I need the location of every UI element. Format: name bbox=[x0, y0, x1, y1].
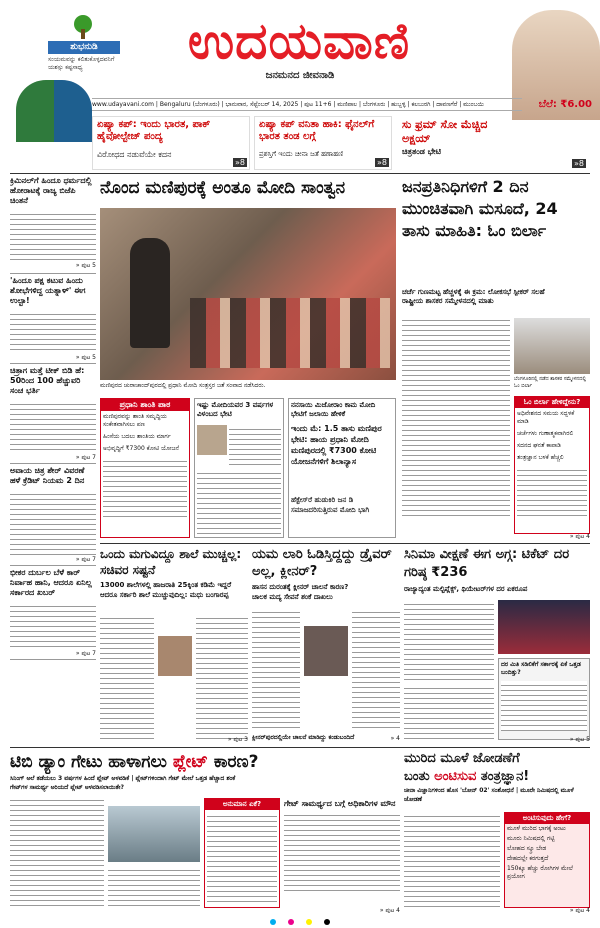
cinema-sub: ರಾಜ್ಯಾದ್ಯಂತ ಮಲ್ಟಿಪ್ಲೆಕ್ಸ್, ಥಿಯೇಟರ್‌ಗಳ ದರ ಏಕರೂಪ bbox=[404, 585, 528, 593]
brief-head: 'ಹಿಂದೂ ಪಕ್ಷ ಕಟುವ ಹಿಂದು ಶೋಭೆಗಳಿದ್ದ ಯತ್ನಾಳ್' ಈಗ ಉಲ್ಟಾ! bbox=[10, 276, 86, 305]
right-lead-headline: ಜನಪ್ರತಿನಿಧಿಗಳಿಗೆ 2 ದಿನ ಮುಂಚಿತವಾಗಿ ಮಸೂದೆ, 24 ತಾಸು ಮಾಹಿತಿ: ಓಂ ಬಿರ್ಲಾ bbox=[402, 177, 558, 240]
box-text-2 bbox=[197, 469, 281, 535]
bone-headline-b: ಬಂತು bbox=[404, 769, 435, 784]
registration-marks bbox=[0, 916, 600, 928]
doubt-box bbox=[204, 798, 280, 908]
brief-4[interactable] bbox=[10, 466, 96, 566]
box-item-3: ಲೋಹದ ಸ್ಕ್ರೂ ಬೇಡ bbox=[507, 845, 547, 852]
teaser-hockey[interactable] bbox=[254, 116, 392, 170]
school-sub: 13000 ಶಾಲೆಗಳಲ್ಲಿ ಹಾಜರಾತಿ 25ಕ್ಕಿಂತ ಕಡಿಮೆ ಇದ್ದರೆ ಆದರೂ ಸರ್ಕಾರಿ ಶಾಲೆ ಮುಚ್ಚುವುದಿಲ್ಲ: ಮಧು ಬಂಗಾರಪ್ಪ bbox=[100, 581, 232, 599]
box-item-1: ಮೂಳೆ ಮುರಿದ ಭಾಗಕ್ಕೆ ಅಂಟು bbox=[507, 825, 566, 832]
editions: ಮಣಿಪಾಲ | ಬೆಂಗಳೂರು | ಹುಬ್ಬಳ್ಳಿ | ಕಲಬುರಗಿ | ದಾವಣಗೆರೆ | ಮುಂಬಯಿ bbox=[337, 101, 484, 108]
brief-text bbox=[10, 210, 96, 262]
brief-text bbox=[10, 310, 96, 354]
box-item-2: ಹಿಂಸೆಯ ಬದಲು ಶಾಂತಿಯ ಮಾರ್ಗ bbox=[103, 433, 171, 440]
right-lead-sub2: ರಾಷ್ಟ್ರೀಯ ಶಾಸಕರ ಸಮ್ಮೇಳನದಲ್ಲಿ ಮಾತು bbox=[402, 297, 494, 305]
box-title: ಪ್ರಧಾನಿ ಶಾಂತಿ ಪಾಠ bbox=[101, 399, 189, 411]
right-lead-text bbox=[402, 316, 510, 516]
page-count: ಪುಟ 11+6 bbox=[304, 101, 332, 108]
cinema-ref: » ಪುಟ 5 bbox=[569, 736, 590, 743]
box-text bbox=[284, 811, 400, 891]
lead-headline: ನೊಂದ ಮಣಿಪುರಕ್ಕೆ ಅಂತೂ ಮೋದಿ ಸಾಂತ್ವನ bbox=[100, 178, 346, 198]
lorry-story[interactable] bbox=[252, 546, 400, 744]
lorry-photo bbox=[304, 626, 348, 676]
brief-1[interactable] bbox=[10, 176, 96, 274]
cinema-text-2 bbox=[404, 684, 494, 740]
city: Bengaluru (ಬೆಂಗಳೂರು) bbox=[159, 101, 220, 108]
brief-head: ಕ್ರಿಮಿನಲ್‌ಗೆ ಹಿಂದೂ ಧರ್ಮದಲ್ಲಿ ಹೋರಾಟಕ್ಕೆ ರಾಜ್ಯ ಬಿಜೆಪಿ ಚಿಂತನೆ bbox=[10, 176, 92, 205]
lorry-ref: » 4 bbox=[390, 735, 400, 742]
dam-headline-c: ಕಾರಣ? bbox=[207, 752, 259, 772]
badge-text: ಸಂಯಮವನ್ನು ಕಲಿತುಕೊಳ್ಳದವನಿಗೆ ಯಶಸ್ಸು ಕಷ್ಟಸಾಧ್ಯ bbox=[48, 56, 115, 71]
dam-headline-b: ಪ್ಲೇಟ್ bbox=[172, 752, 208, 772]
right-lead-caption: ಬೆಂಗಳೂರಿನಲ್ಲಿ ನಡೆದ ಶಾಸಕರ ಸಮ್ಮೇಳನದಲ್ಲಿ ಓಂ ಬಿರ್ಲಾ bbox=[514, 376, 587, 389]
box-title: ಇಷ್ಟು ಮೋದಿಯವರ 3 ವರ್ಷಗಳ ವಿಳಂಬದ ಭೇಟಿ bbox=[197, 401, 274, 418]
lead-caption: ಮಣಿಪುರದ ಚುರಾಚಾಂದ್‌ಪುರದಲ್ಲಿ ಪ್ರಧಾನಿ ಮೋದಿ ಸಂತ್ರಸ್ತರ ಜತೆ ಸಂವಾದ ನಡೆಸಿದರು. bbox=[100, 382, 266, 389]
box-item-4: ತಂತ್ರಜ್ಞಾನ ಬಳಕೆ ಹೆಚ್ಚಲಿ bbox=[517, 454, 564, 461]
masthead-tagline: ಜನಮನದ ಜೀವನಾಡಿ bbox=[265, 70, 335, 81]
bone-headline-d: ತಂತ್ರಜ್ಞಾನ! bbox=[476, 769, 530, 784]
theatre-photo bbox=[498, 600, 590, 654]
masthead-divider bbox=[10, 173, 590, 174]
lorry-text-2 bbox=[352, 608, 400, 728]
bone-sub: ಚೀನಾ ವಿಜ್ಞಾನಿಗಳಿಂದ ಹೊಸ 'ಬೋನ್ 02' ಸಂಶೋಧನೆ | ಮೂರೇ ನಿಮಿಷದಲ್ಲಿ ಮೂಳೆ ಜೋಡಣೆ bbox=[404, 787, 574, 803]
bone-headline-a: ಮುರಿದ ಮೂಳೆ ಜೋಡಣೆಗೆ bbox=[404, 751, 520, 766]
dam-text bbox=[10, 796, 104, 908]
kharge-photo bbox=[197, 425, 227, 455]
box-item-4: ದೇಹದಲ್ಲೇ ಕರಗುತ್ತದೆ bbox=[507, 855, 549, 862]
left-column bbox=[10, 176, 96, 666]
brief-3[interactable] bbox=[10, 366, 96, 464]
teaser-title: ಏಷ್ಯಾ ಕಪ್: ಇಂದು ಭಾರತ, ಪಾಕ್ ಹೈವೋಲ್ಟೇಜ್ ಪಂದ್ಯ bbox=[97, 119, 211, 142]
cinema-text bbox=[404, 600, 494, 680]
lead-story[interactable] bbox=[100, 176, 396, 541]
dam-headline bbox=[10, 750, 400, 774]
teaser-film[interactable] bbox=[398, 116, 588, 170]
brief-ref: » ಪುಟ 7 bbox=[75, 556, 96, 563]
dam-headline-a: ಟಿಬಿ ಡ್ಯಾಂ ಗೇಟು ಹಾಳಾಗಲು bbox=[10, 752, 173, 772]
box-text: ಇಂದು ಮೆ: 1.5 ತಾಸು ಮಣಿಪುರ ಭೇಟಿ: ಹಾಯ ಪ್ರಧಾನಿ ಮೋದಿ ಮಣಿಪುರದಲ್ಲಿ ₹7300 ಕೋಟಿ ಯೋಜನೆಗಳಿಗೆ ಶಿಲಾನ್ಯಾಸ bbox=[291, 424, 382, 466]
box-text bbox=[103, 457, 187, 517]
teaser-asia-cup[interactable] bbox=[92, 116, 250, 170]
dam-text-2 bbox=[108, 866, 200, 908]
lead-photo-figure bbox=[130, 238, 170, 348]
delay-box bbox=[194, 398, 284, 538]
dam-story[interactable] bbox=[10, 750, 400, 915]
shubhanudi-badge bbox=[40, 14, 128, 88]
lorry-sub2: ಚಾಲಕ ಮದ್ಯ ಸೇವನೆ ಶಂಕೆ ದಾಖಲು bbox=[252, 593, 333, 601]
om-birla-box bbox=[514, 396, 590, 534]
brief-5[interactable] bbox=[10, 568, 96, 660]
lorry-sub: ಹಾಸನ ದುರಂತಕ್ಕೆ ಕ್ಲೀನರ್ ಚಾಲನೆ ಕಾರಣ? bbox=[252, 583, 349, 591]
brief-head: ಅವಾಯ ಚಿತ್ರ ಶೇರ್ ವಿವರಣೆ ಹಳೆ ಕ್ರೆಡಿಟ್ ನಿಯಮ 2 ದಿನ bbox=[10, 466, 85, 485]
dam-sub2: ಗೇಟ್‌ಗಳ ಸಾಮರ್ಥ್ಯ ಅರಿಯದೆ ಪ್ಲೇಟ್ ಅಳವಡಿಸಲಾಯಿತೇ? bbox=[10, 784, 124, 791]
box-title: ಓಂ ಬಿರ್ಲಾ ಹೇಳಿದ್ದೇನು? bbox=[515, 397, 589, 408]
box-sub: ಹೆಕ್ಟೇಸ್‌ರೆ ಹುಡುಕಿರಿ ಜನ ಡಿ ಸಮಾಜದರಿಸುತ್ತಿರುವ ಮೋದಿ ಭಾಗಿ bbox=[291, 496, 370, 514]
brief-ref: » ಪುಟ 7 bbox=[75, 454, 96, 461]
box-title: ದರ ಮಿತಿ ಸಡಿಲಿಕೆಗೆ ಸರ್ಕಾರಕ್ಕೆ ಏಕೆ ಒತ್ತಡ ಬಂದಿತ್ತು? bbox=[501, 661, 581, 676]
box-item-5: 150ಕ್ಕೂ ಹೆಚ್ಚು ರೋಗಿಗಳ ಮೇಲೆ ಪ್ರಯೋಗ bbox=[507, 865, 573, 880]
box-item-3: ಅಭಿವೃದ್ಧಿಗೆ ₹7300 ಕೋಟಿ ಯೋಜನೆ bbox=[103, 445, 179, 452]
bone-story[interactable] bbox=[404, 750, 590, 915]
bone-headline-c: ಅಂಟಿಸುವ bbox=[434, 769, 477, 784]
bone-ref: » ಪುಟ 4 bbox=[569, 907, 590, 914]
lead-photo-crowd bbox=[190, 298, 390, 368]
brief-ref: » ಪುಟ 5 bbox=[75, 354, 96, 361]
cricketers-photo bbox=[16, 80, 92, 142]
box-title: ಗೇಟ್ ಸಾಮರ್ಥ್ಯದ ಬಗ್ಗೆ ಅಧಿಕಾರಿಗಳ ಮೌನ bbox=[284, 799, 396, 808]
teaser-sub: ಪ್ರಶಸ್ತಿಗೆ ಇಂದು ಚೀನಾ ಜತೆ ಹಣಾಹಣಿ bbox=[259, 150, 344, 158]
brief-text bbox=[10, 400, 96, 454]
website-link[interactable]: www.udayavani.com bbox=[92, 101, 155, 108]
peace-lesson-box bbox=[100, 398, 190, 538]
brief-text bbox=[10, 490, 96, 556]
brief-ref: » ಪುಟ 7 bbox=[75, 650, 96, 657]
box-item-1: ಅಧಿವೇಶನದ ಸಮಯ ಸದ್ಬಳಕೆ ಮಾಡಿ bbox=[517, 410, 575, 425]
school-headline: ಒಂದು ಮಗುವಿದ್ದೂ ಶಾಲೆ ಮುಚ್ಚಲ್ಲ: ಸಚಿವರ ಸಷ್ಟನೆ bbox=[100, 547, 242, 577]
box-item-3: ಸದನದ ಘನತೆ ಕಾಪಾಡಿ bbox=[517, 442, 561, 449]
date-bar: www.udayavani.com | Bengaluru (ಬೆಂಗಳೂರು) | ಭಾನುವಾರ, ಸೆಪ್ಟೆಂಬರ್ 14, 2025 | ಪುಟ 11+6 | ಮಣಿಪಾಲ | ಬೆಂಗಳೂರು | ಹುಬ್ಬಳ್ಳಿ | ಕಲಬುರಗಿ | ದಾವಣಗೆರೆ | ಮುಂಬಯಿ bbox=[92, 98, 522, 111]
brief-text bbox=[10, 602, 96, 650]
school-story[interactable] bbox=[100, 546, 248, 744]
cinema-story[interactable] bbox=[404, 546, 590, 744]
visit-box bbox=[288, 398, 396, 538]
cinema-box bbox=[498, 658, 590, 740]
box-title: ಅಂಟಿಸುವುದು ಹೇಗೆ? bbox=[505, 813, 589, 824]
box-text bbox=[229, 425, 281, 465]
minister-photo bbox=[158, 636, 192, 676]
cinema-headline: ಸಿನಿಮಾ ವೀಕ್ಷಣೆ ಈಗ ಅಗ್ಗ: ಟಿಕೆಟ್ ದರ ಗರಿಷ್ಠ ₹236 bbox=[404, 547, 570, 580]
date-line: ಭಾನುವಾರ, ಸೆಪ್ಟೆಂಬರ್ 14, 2025 bbox=[225, 101, 299, 108]
school-text-2 bbox=[196, 614, 248, 740]
page-ref: »8 bbox=[574, 159, 584, 168]
lorry-text bbox=[252, 608, 300, 728]
officials-box bbox=[284, 798, 400, 908]
box-item-2: ಮೂರು ನಿಮಿಷದಲ್ಲಿ ಗಟ್ಟಿ bbox=[507, 835, 555, 842]
howto-box bbox=[504, 812, 590, 908]
box-text bbox=[501, 681, 587, 731]
right-lead-ref: » ಪುಟ 4 bbox=[569, 533, 590, 540]
box-title: ಅನುಮಾನ ಏಕೆ? bbox=[205, 799, 279, 810]
tree-icon bbox=[68, 14, 98, 40]
teaser-title: ಸು ಫ್ರಮ್ ಸೋ ಮೆಚ್ಚಿದ ಅಕ್ಷಯ್ bbox=[402, 118, 488, 145]
school-ref: » ಪುಟ 3 bbox=[227, 736, 248, 743]
box-item-1: ಮಣಿಪುರವನ್ನು ಶಾಂತಿ ಸಮೃದ್ಧಿಯ ಸಂಕೇತವಾಗಿಸಲು ಪಣ bbox=[103, 413, 167, 428]
brief-ref: » ಪುಟ 5 bbox=[75, 262, 96, 269]
school-text bbox=[100, 614, 154, 740]
brief-2[interactable] bbox=[10, 276, 96, 364]
dam-ref: » ಪುಟ 4 bbox=[379, 907, 400, 914]
masthead-title: ಉದಯವಾಣಿ bbox=[187, 11, 411, 70]
box-text bbox=[517, 466, 587, 516]
badge-label: ಶುಭನುಡಿ bbox=[48, 41, 120, 54]
teaser-title: ಏಷ್ಯಾ ಕಪ್ ವನಿತಾ ಹಾಕಿ: ಫೈನಲ್‌ಗೆ ಭಾರತ ತಂಡ ಲಗ್ಗೆ bbox=[259, 119, 375, 142]
teaser-sub: ಚಿತ್ರತಂಡ ಭೇಟಿ bbox=[402, 147, 441, 156]
dam-photo bbox=[108, 806, 200, 862]
section-divider bbox=[100, 543, 590, 544]
lead-photo bbox=[100, 208, 396, 380]
box-title: ನನಸಾಯಿ ಮಿಜೋರಾಂ ಕಾಮ ಮೋದಿ ಭೇಟಿಗೆ ಜಲಾಯಿ ಹೇಳಿಕೆ bbox=[291, 401, 376, 418]
lorry-foot: ಕ್ಲೀನರ್‌ಪುರದಲ್ಲಿಯೇ ಚಾಲನೆ ಮಾಡಿದ್ದು ಕಂಡುಬಂದಿದೆ bbox=[252, 734, 355, 741]
brief-head: ಭೀಕರ ದುರ್ಬಲ ಬೆಳೆ ಕಾರ್ ನಿರ್ವಾಹ ಹಾನಿ, ಆದರೂ ಏನಿಲ್ಲ ಸರ್ಕಾರದ ಖಬರ್ bbox=[10, 568, 92, 597]
masthead bbox=[0, 0, 600, 98]
page-ref: »8 bbox=[377, 158, 387, 167]
box-item-2: ಚರ್ಚೆಗಳು ಗುಣಾತ್ಮಕವಾಗಿರಲಿ bbox=[517, 430, 574, 437]
right-lead-story[interactable] bbox=[402, 176, 590, 541]
bone-headline-2 bbox=[404, 768, 590, 786]
page-ref: »8 bbox=[235, 158, 245, 167]
bottom-divider bbox=[10, 747, 590, 748]
price: ಬೆಲೆ: ₹6.00 bbox=[538, 99, 592, 110]
dam-sub: ಸಿನಿಂಗ್ ಅಲೆ ತಡೆಯಲು 3 ವರ್ಷಗಳ ಹಿಂದೆ ಪ್ಲೇಟ್ ಅಳವಡಿಕೆ | ಪ್ಲೇಟ್‌ಗಳಿಂದಾಗಿ ಗೇಟ್ ಮೇಲೆ ಒತ್ತಡ ಹೆಚ್ಚಾದ ಶಂಕೆ bbox=[10, 775, 236, 782]
teaser-sub: ವಿರೋಧದ ನಡುವೆಯೇ ಕದನ bbox=[97, 150, 172, 159]
lorry-headline: ಯಮ ಲಾರಿ ಓಡಿಸ್ತಿದ್ದದ್ದು ಡ್ರೈವರ್ ಅಲ್ಲ, ಕ್ಲೀನರ್? bbox=[252, 547, 392, 579]
om-birla-photo bbox=[514, 318, 590, 374]
bone-text bbox=[404, 812, 500, 908]
box-text bbox=[207, 812, 277, 904]
right-lead-sub: ಚರ್ಚೆ ಗುಣಮಟ್ಟ ಹೆಚ್ಚಳಕ್ಕೆ ಈ ಕ್ರಮ: ಲೋಕಸಭೆ ಸ್ಪೀಕರ್ ಸಲಹೆ bbox=[402, 288, 545, 296]
brief-head: ಚಿತ್ರಾಗ ಮತ್ತೆ ಟೀಕ್ ಬಿಡಿ ಹೆ: 50ರಿಂದ 100 ಹೆಚ್ಚುವರಿ ಸಂಚ ಭರ್ತಿ bbox=[10, 366, 85, 395]
